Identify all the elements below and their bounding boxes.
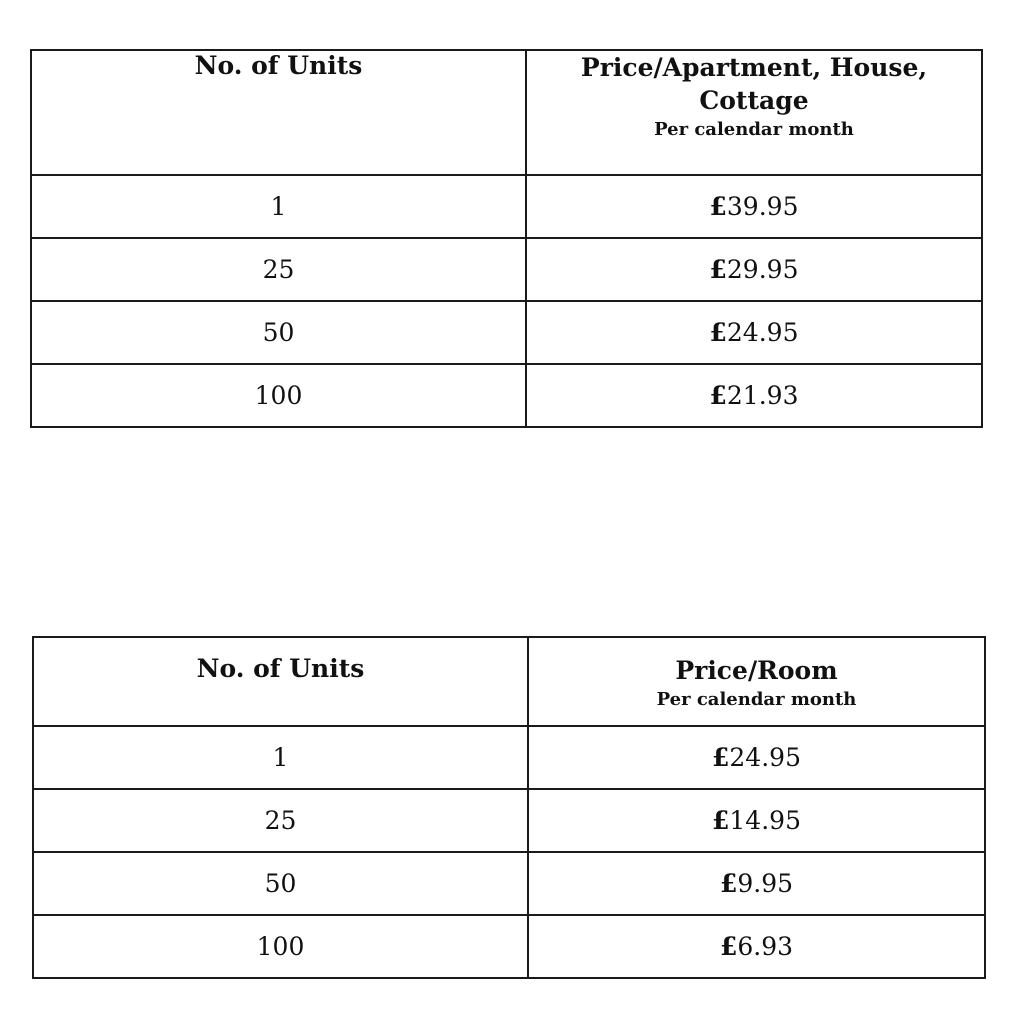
price-value: 24.95 (726, 318, 799, 347)
units-cell: 100 (33, 915, 528, 978)
price-value: 9.95 (737, 869, 794, 898)
currency-symbol: £ (709, 381, 727, 410)
currency-symbol: £ (712, 743, 730, 772)
currency-symbol: £ (719, 869, 738, 898)
price-cell (526, 238, 982, 301)
currency-symbol: £ (709, 255, 727, 284)
currency-symbol: £ (719, 932, 738, 961)
table-header-row (33, 637, 985, 726)
table-row (31, 364, 982, 427)
units-cell: 100 (31, 364, 526, 427)
units-cell: 50 (33, 852, 528, 915)
units-cell: 1 (33, 726, 528, 789)
units-column-header: No. of Units (31, 50, 526, 175)
property-pricing-table (30, 49, 983, 428)
price-header-line1: Price/Room (675, 656, 838, 685)
price-cell (528, 852, 985, 915)
currency-symbol: £ (712, 806, 730, 835)
price-value: 6.93 (737, 932, 794, 961)
price-header-line1: Price/Apartment, House, (580, 53, 928, 82)
units-cell: 25 (31, 238, 526, 301)
table-header-row (31, 50, 982, 175)
currency-symbol: £ (709, 192, 727, 221)
units-cell: 1 (31, 175, 526, 238)
price-cell (528, 915, 985, 978)
price-value: 24.95 (729, 743, 801, 772)
table-row (33, 852, 985, 915)
price-value: 21.93 (726, 381, 799, 410)
price-cell (528, 789, 985, 852)
price-header-line2: Cottage (699, 86, 809, 115)
table-row (33, 915, 985, 978)
price-column-header (528, 637, 985, 726)
table-row (31, 175, 982, 238)
table-row (33, 726, 985, 789)
price-cell (526, 301, 982, 364)
price-value: 39.95 (726, 192, 799, 221)
price-cell (526, 364, 982, 427)
price-header-sublabel: Per calendar month (656, 689, 857, 710)
table-row (33, 789, 985, 852)
price-cell (528, 726, 985, 789)
units-cell: 25 (33, 789, 528, 852)
table-row (31, 301, 982, 364)
units-cell: 50 (31, 301, 526, 364)
price-header-sublabel: Per calendar month (654, 119, 854, 140)
currency-symbol: £ (709, 318, 727, 347)
price-value: 29.95 (726, 255, 799, 284)
units-column-header: No. of Units (33, 637, 528, 726)
table-row (31, 238, 982, 301)
room-pricing-table (32, 636, 986, 979)
price-cell (526, 175, 982, 238)
price-column-header (526, 50, 982, 175)
price-value: 14.95 (729, 806, 801, 835)
